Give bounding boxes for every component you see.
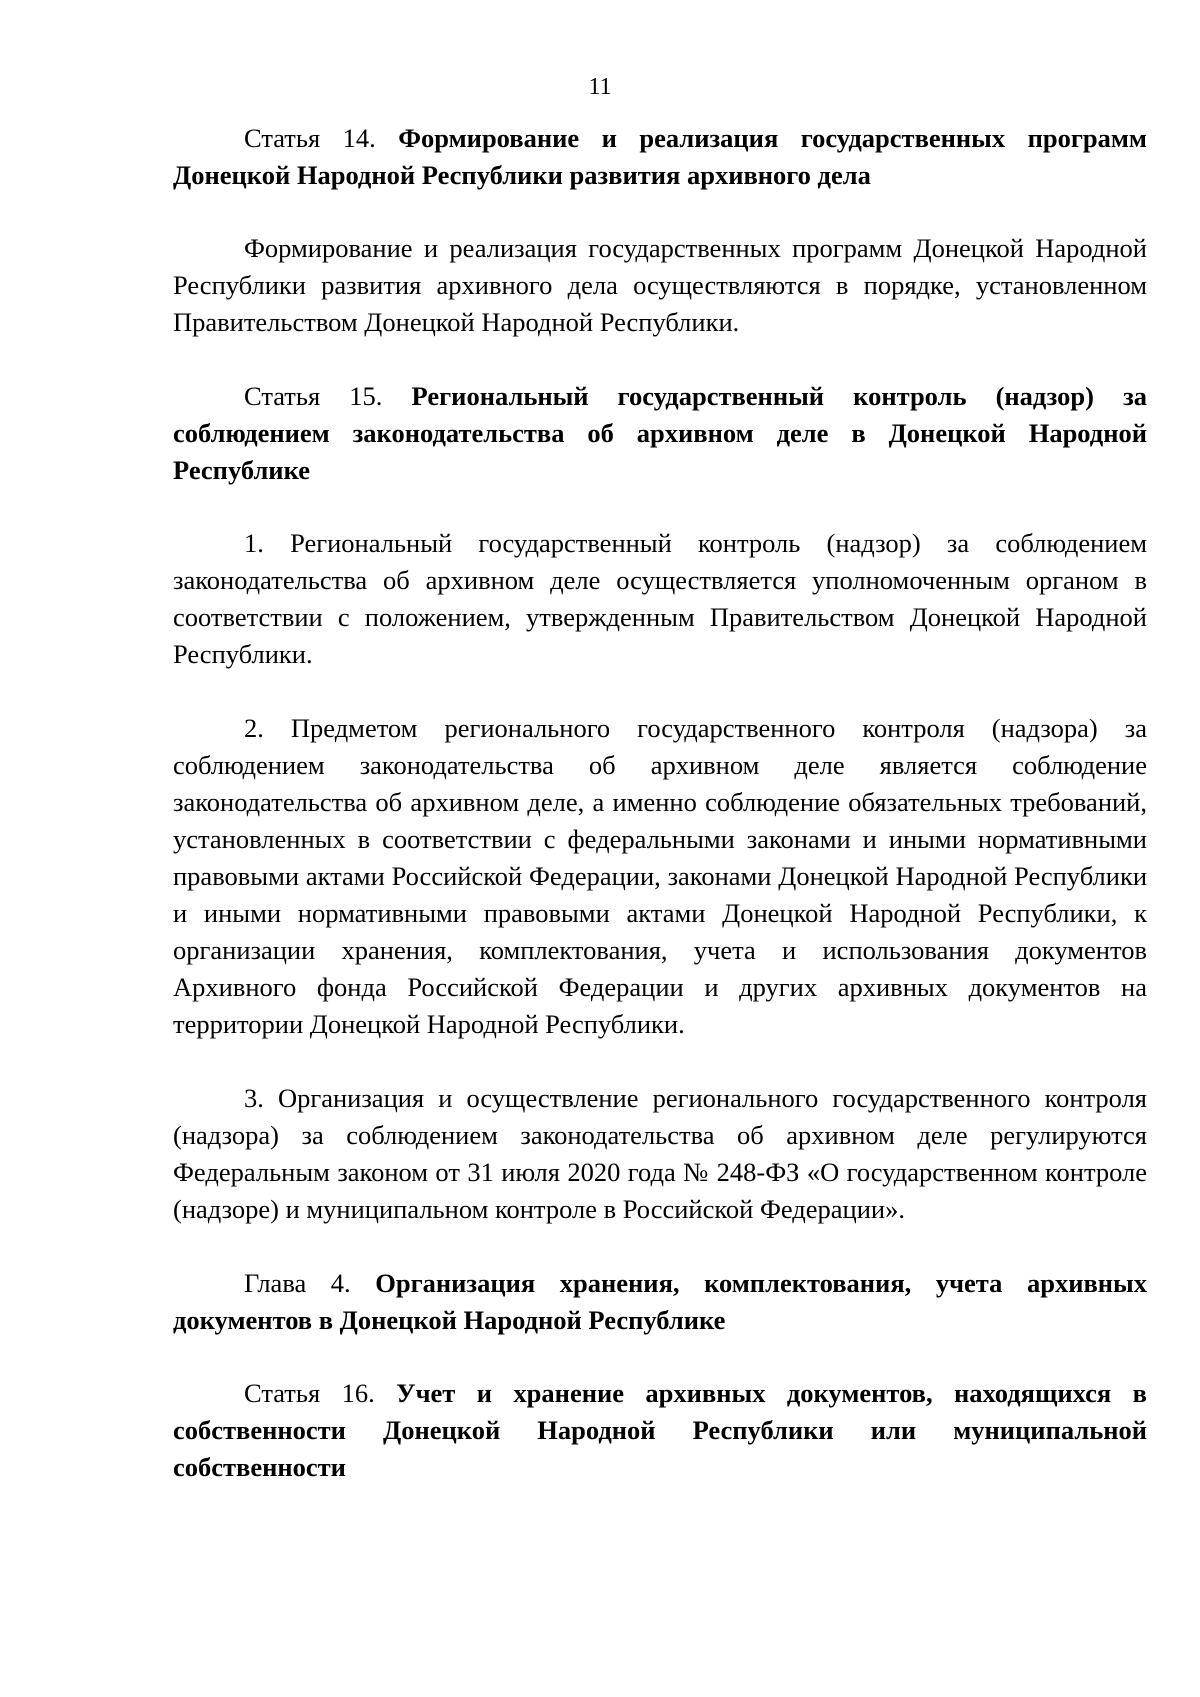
document-body [173,120,1147,1522]
chapter-4-heading [173,1265,1147,1339]
chapter-4-title: Организация хранения, комплектования, учета архивных документов в Донецкой Народной Республике [173,1268,1147,1335]
article-15-heading [173,378,1147,489]
article-15-paragraph-3: 3. Организация и осуществление регионального государственного контроля (надзора) за соблюдением законодательства об архивном деле регулируются Федеральным законом от 31 июля 2020 года № 248-ФЗ «О государственном контроле (надзоре) и муниципальном контроле в Российской Федерации». [173,1083,1147,1224]
article-15-paragraph-2: 2. Предметом регионального государственного контроля (надзора) за соблюдением законодательства об архивном деле является соблюдение законодательства об архивном деле, а именно соблюдение обязательных требований, установленных в соответствии с федеральными законами и иными нормативными правовыми актами Российской Федерации, законами Донецкой Народной Республики и иными нормативными правовыми актами Донецкой Народной Республики, к организации хранения, комплектования, учета и использования документов Архивного фонда Российской Федерации и других архивных документов на территории Донецкой Народной Республики. [173,713,1147,1039]
chapter-4-prefix: Глава 4. [244,1268,376,1298]
article-14-title: Формирование и реализация государственных программ Донецкой Народной Республики развития архивного дела [173,123,1147,190]
page-number: 11 [588,74,612,100]
article-16-heading [173,1375,1147,1486]
article-15-title: Региональный государственный контроль (надзор) за соблюдением законодательства об архивном деле в Донецкой Народной Республике [173,381,1147,485]
article-14-heading [173,120,1147,194]
article-14-paragraph: Формирование и реализация государственных программ Донецкой Народной Республики развития архивного дела осуществляются в порядке, установленном Правительством Донецкой Народной Республики. [173,233,1147,337]
article-15-paragraph-1: 1. Региональный государственный контроль (надзор) за соблюдением законодательства об архивном деле осуществляется уполномоченным органом в соответствии с положением, утвержденным Правительством Донецкой Народной Республики. [173,528,1147,669]
article-14-prefix: Статья 14. [244,123,399,153]
article-16-prefix: Статья 16. [244,1378,397,1408]
article-15-prefix: Статья 15. [244,381,412,411]
article-16-title: Учет и хранение архивных документов, находящихся в собственности Донецкой Народной Республики или муниципальной собственности [173,1378,1147,1482]
